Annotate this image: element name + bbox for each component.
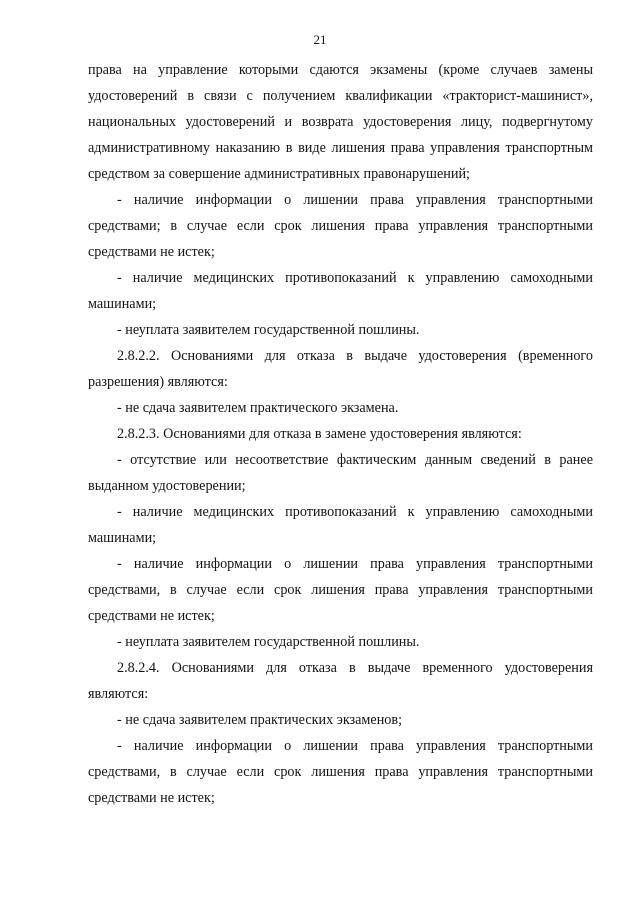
- page-number: 21: [313, 32, 327, 47]
- list-item: - отсутствие или несоответствие фактическим данным сведений в ранее выданном удостоверении;: [88, 452, 593, 494]
- list-item: - наличие медицинских противопоказаний к управлению самоходными машинами;: [88, 270, 593, 312]
- section-paragraph: 2.8.2.3. Основаниями для отказа в замене удостоверения являются:: [117, 426, 522, 442]
- section-paragraph: 2.8.2.2. Основаниями для отказа в выдаче удостоверения (временного разрешения) являются:: [88, 348, 593, 390]
- list-item: - наличие информации о лишении права управления транспортными средствами, в случае если срок лишения права управления транспортными средствами не истек;: [88, 738, 593, 806]
- list-item: - не сдача заявителем практических экзаменов;: [117, 712, 403, 728]
- section-paragraph: 2.8.2.4. Основаниями для отказа в выдаче временного удостоверения являются:: [88, 660, 593, 702]
- list-item: - неуплата заявителем государственной пошлины.: [117, 634, 420, 650]
- document-body: [88, 57, 593, 811]
- list-item: - неуплата заявителем государственной пошлины.: [117, 322, 420, 338]
- list-item: - наличие информации о лишении права управления транспортными средствами, в случае если срок лишения права управления транспортными средствами не истек;: [88, 556, 593, 624]
- list-item: - наличие медицинских противопоказаний к управлению самоходными машинами;: [88, 504, 593, 546]
- list-item: - наличие информации о лишении права управления транспортными средствами; в случае если срок лишения права управления транспортными средствами не истек;: [88, 192, 593, 260]
- paragraph: права на управление которыми сдаются экзамены (кроме случаев замены удостоверений в связи с получением квалификации «тракторист-машинист», национальных удостоверений и возврата удостоверения лицу, подвергнутому административному наказанию в виде лишения права управления транспортным средством за совершение административных правонарушений;: [88, 62, 593, 182]
- list-item: - не сдача заявителем практического экзамена.: [117, 400, 399, 416]
